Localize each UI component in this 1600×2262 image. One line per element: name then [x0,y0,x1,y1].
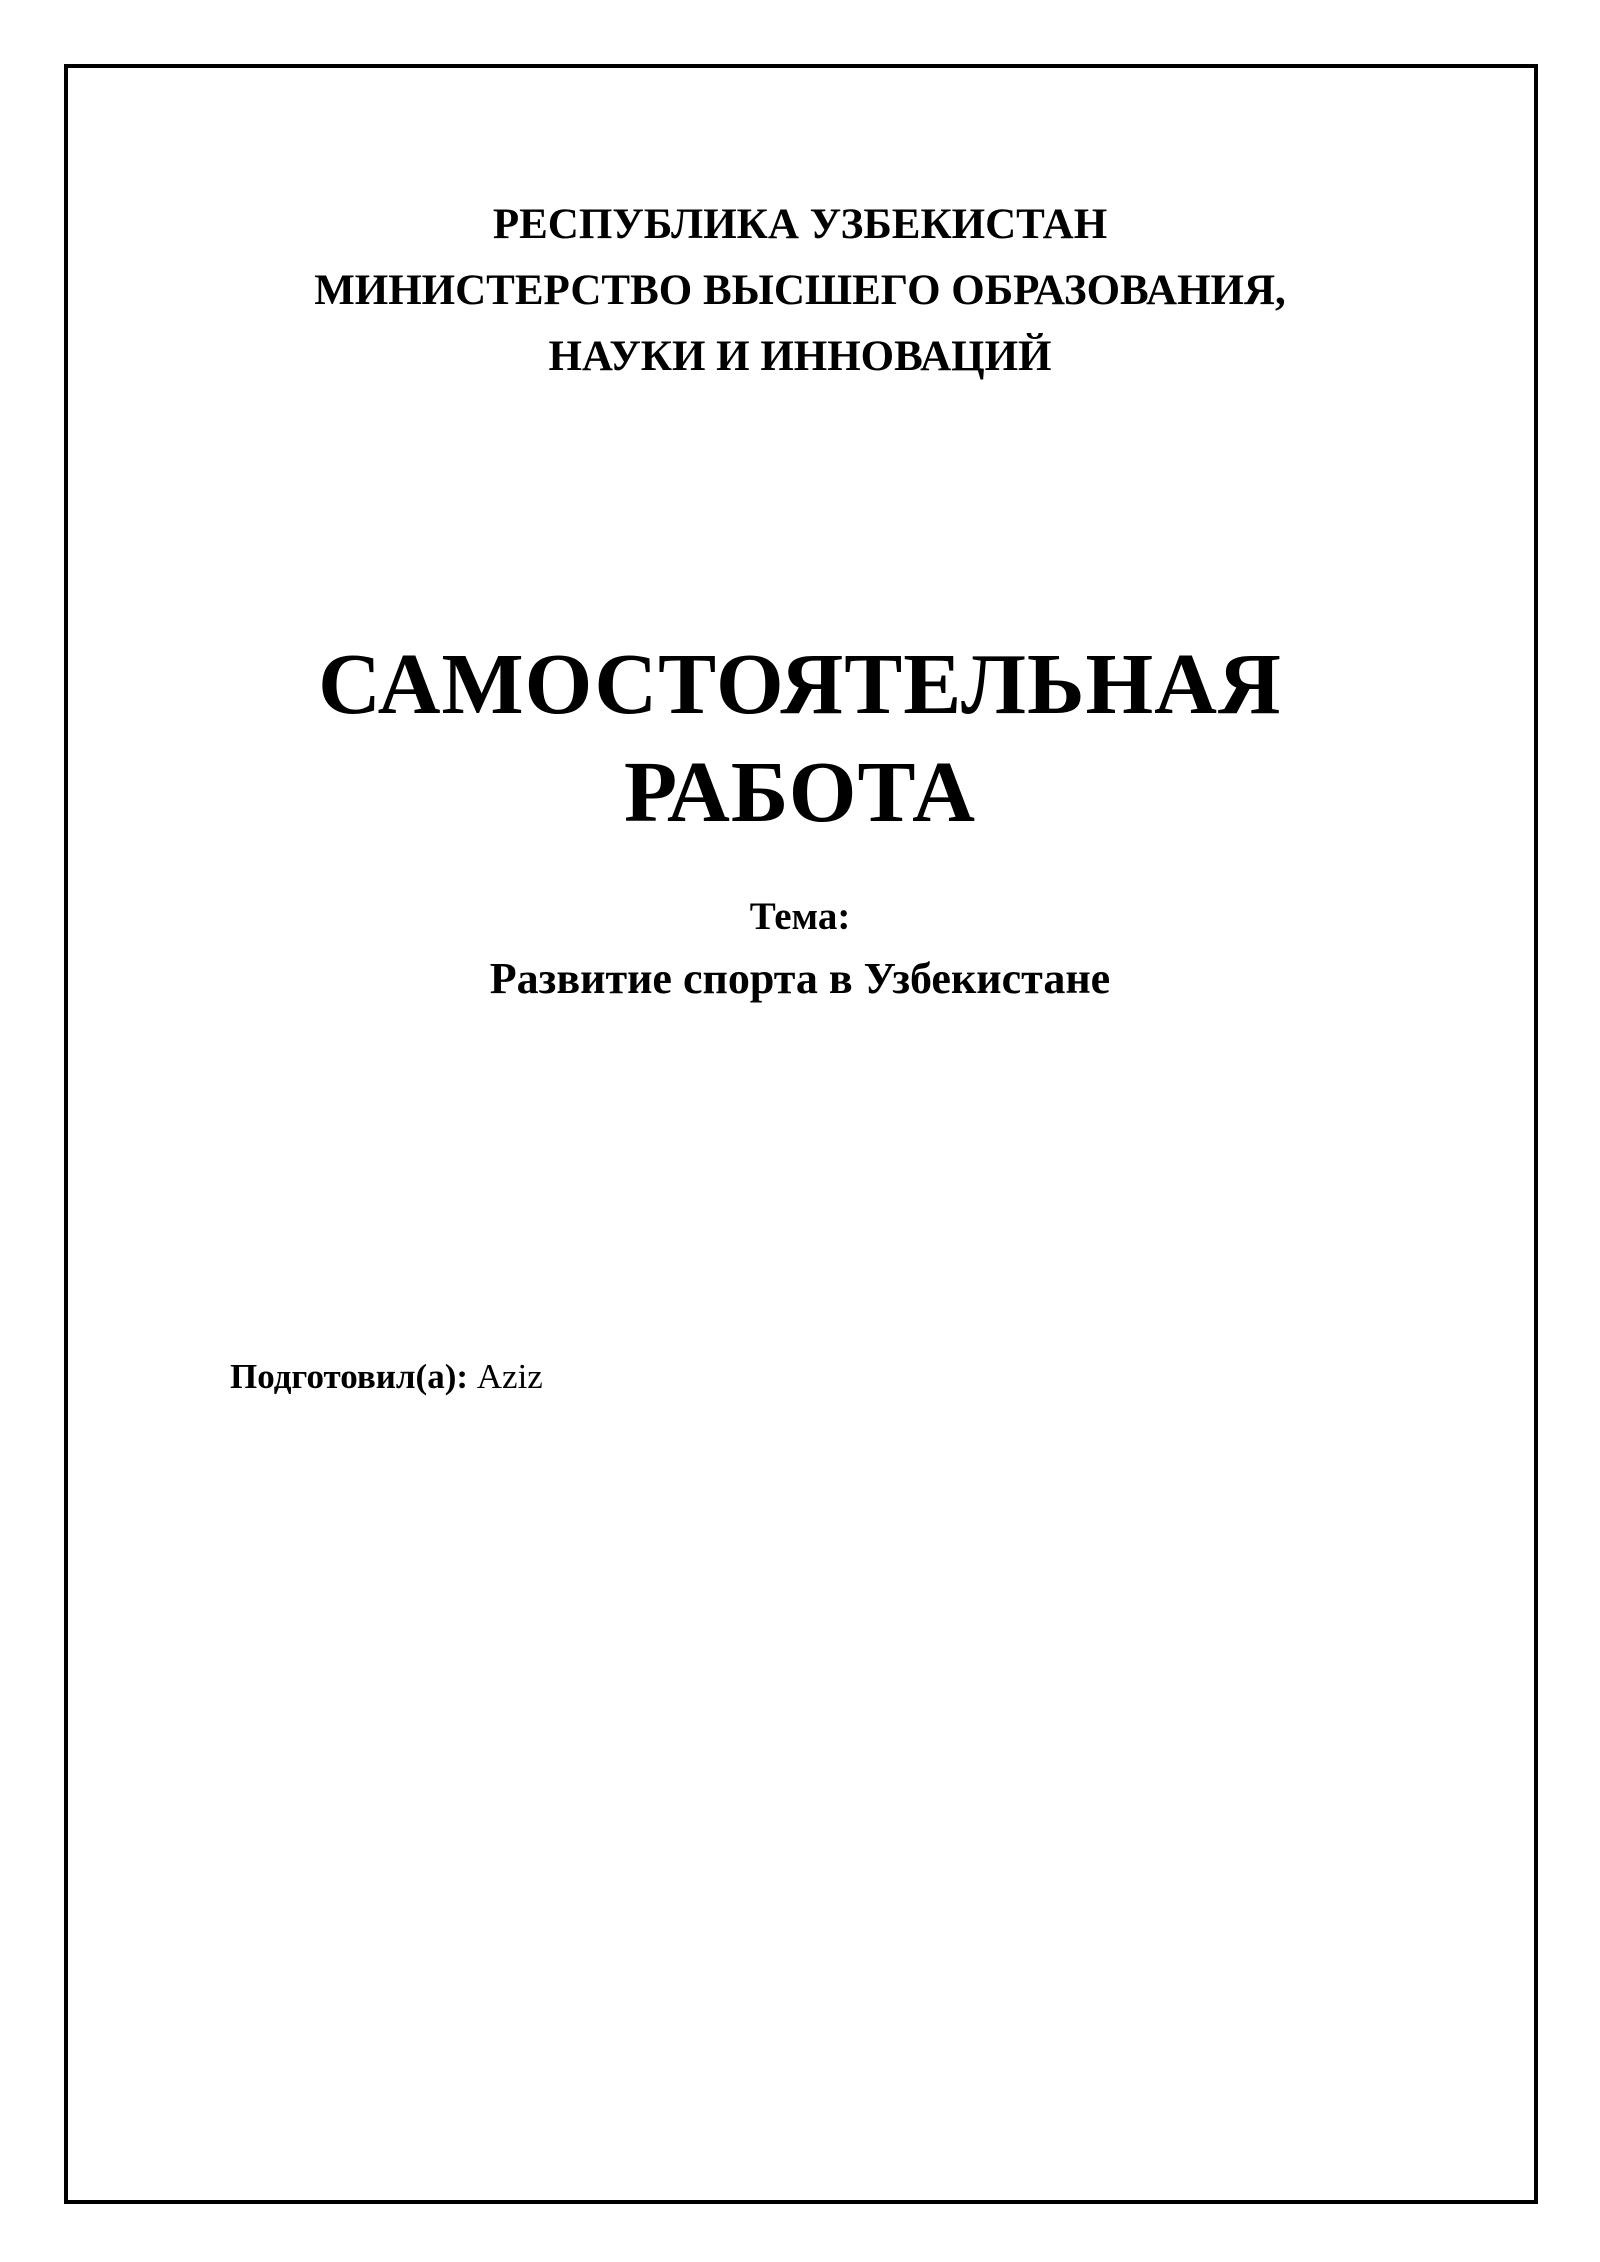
author-line [230,1352,543,1402]
institution-header [0,192,1600,390]
header-line-country: РЕСПУБЛИКА УЗБЕКИСТАН [492,201,1108,248]
author-label: Подготовил(а): [230,1357,469,1396]
header-line-ministry: МИНИСТЕРСТВО ВЫСШЕГО ОБРАЗОВАНИЯ, [314,267,1286,314]
title-line-1: САМОСТОЯТЕЛЬНАЯ [318,635,1282,732]
document-title [0,630,1600,846]
author-name: Aziz [476,1357,543,1396]
topic-value: Развитие спорта в Узбекистане [489,954,1111,1003]
title-line-2: РАБОТА [624,743,976,840]
topic-label: Тема: [749,895,851,938]
header-line-ministry-cont: НАУКИ И ИННОВАЦИЙ [548,333,1052,380]
